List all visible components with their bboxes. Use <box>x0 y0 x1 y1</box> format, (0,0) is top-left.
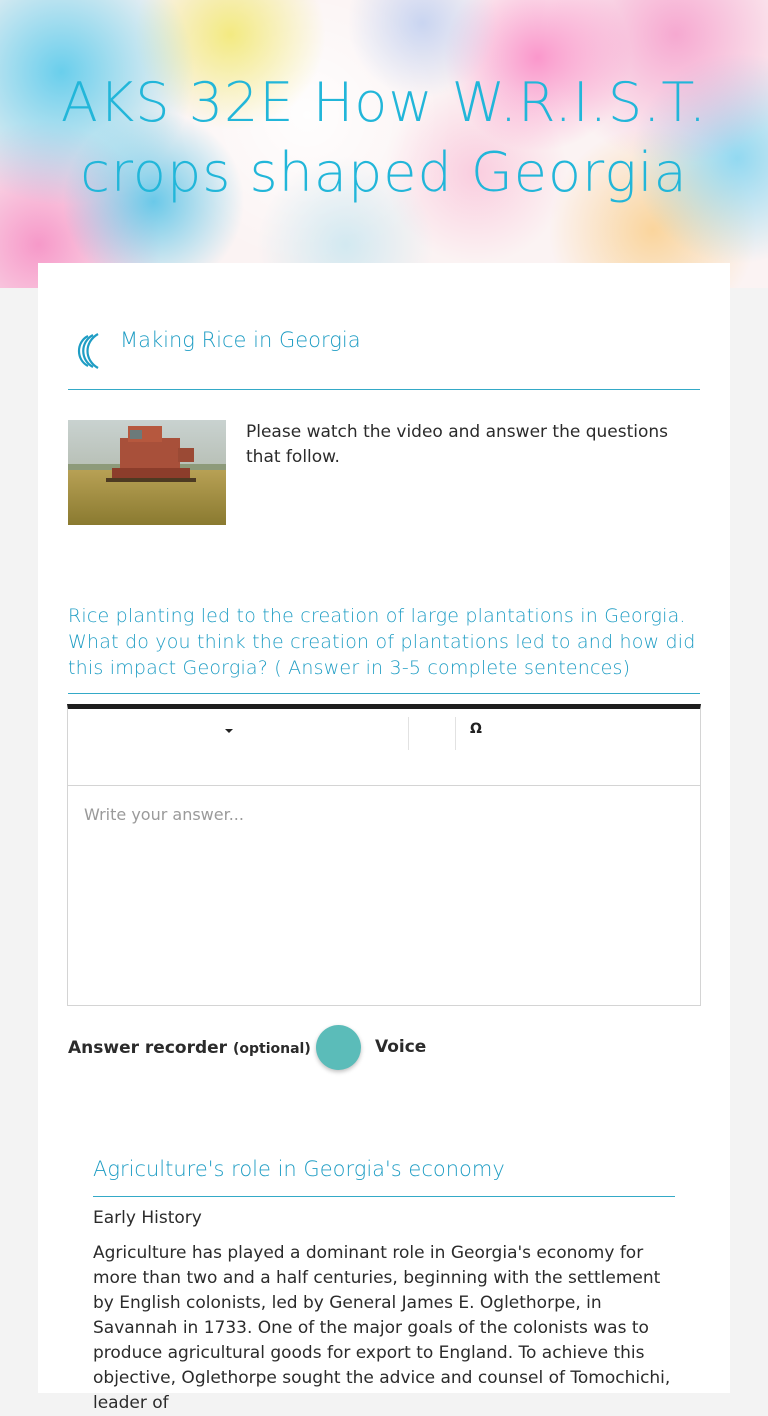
page-title: AKS 32E How W.R.I.S.T. crops shaped Georgia <box>60 71 708 204</box>
answer-textarea[interactable] <box>68 787 700 1005</box>
toolbar-divider <box>408 717 409 750</box>
recorder-optional: (optional) <box>232 1041 311 1057</box>
question-text: Rice planting led to the creation of large plantations in Georgia. What do you think the creation of plantations led to and how did this impact Georgia? ( Answer in 3-5 complete sentences) <box>68 603 700 694</box>
body-paragraph: Agriculture has played a dominant role in Georgia's economy for more than two and a half centuries, beginning with the settlement by English colonists, led by General James E. Oglethorpe, in Savannah in 1733. One of the major goals of the colonists was to produce agricultural goods for export to England. To achieve this objective, Oglethorpe sought the advice and counsel of Tomochichi, leader of <box>93 1243 671 1413</box>
video-thumbnail[interactable] <box>68 420 226 525</box>
special-character-button[interactable]: Ω <box>470 721 482 737</box>
voice-label: Voice <box>375 1037 427 1057</box>
video-instructions: Please watch the video and answer the questions that follow. <box>246 422 669 467</box>
section-title: Making Rice in Georgia <box>120 328 361 352</box>
answer-editor <box>67 704 701 1006</box>
section-title: Agriculture's role in Georgia's economy <box>93 1157 505 1181</box>
recorder-label-text: Answer recorder <box>68 1038 228 1058</box>
crescent-arcs-icon <box>68 330 102 370</box>
header-banner <box>0 0 768 288</box>
caret-down-icon[interactable] <box>222 724 236 738</box>
record-voice-button[interactable] <box>316 1025 361 1070</box>
recorder-label <box>68 1038 324 1058</box>
subheading: Early History <box>93 1208 202 1228</box>
section-header-rice <box>68 326 700 390</box>
section-header-agriculture <box>93 1153 675 1197</box>
editor-toolbar <box>68 709 700 786</box>
answer-recorder <box>68 1025 700 1071</box>
toolbar-divider <box>455 717 456 750</box>
